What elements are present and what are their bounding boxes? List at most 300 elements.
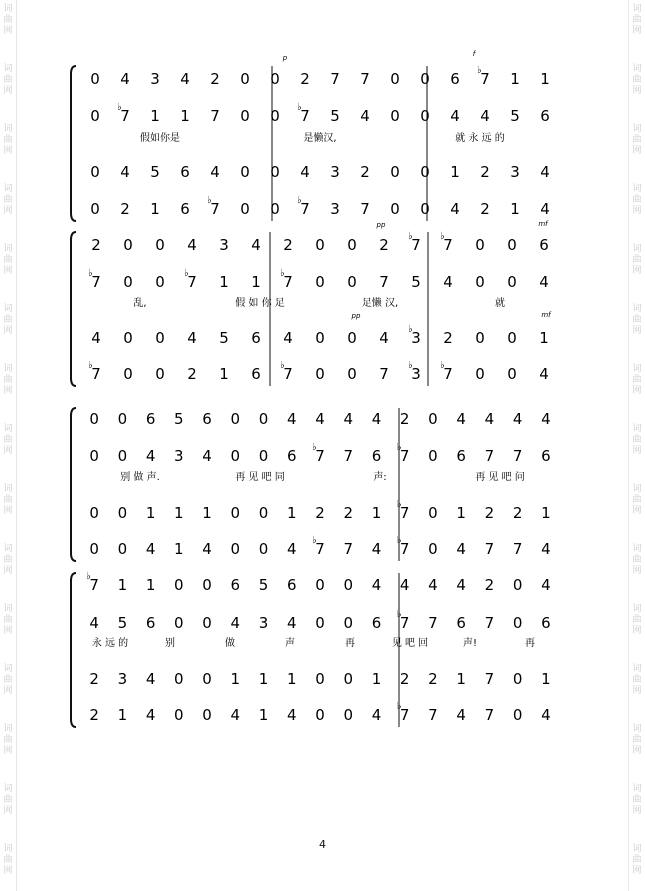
note-digit: 0 [240, 70, 250, 88]
note-digit: 0 [390, 107, 400, 125]
note-digit: 0 [258, 540, 269, 558]
watermark-text: 词 曲 网 [3, 4, 13, 36]
note-digit: 0 [123, 236, 133, 254]
note-digit: 4 [145, 447, 156, 465]
note-digit: 7 [512, 447, 523, 465]
note-digit: 4 [371, 410, 382, 428]
note-digit: 3 [411, 365, 421, 383]
note-digit: 0 [155, 273, 165, 291]
note-digit: 0 [315, 236, 325, 254]
note-digit: 6 [371, 614, 382, 632]
note-digit: 0 [315, 365, 325, 383]
note-digit: 0 [155, 236, 165, 254]
note-digit: 3 [174, 447, 184, 465]
note-digit: 0 [428, 410, 438, 428]
note-digit: 2 [343, 504, 354, 522]
note-digit: 7 [343, 447, 354, 465]
note-digit: 1 [456, 504, 466, 522]
note-digit: 0 [258, 447, 269, 465]
note-digit: 0 [117, 410, 128, 428]
note-digit: 4 [456, 410, 466, 428]
note-digit: 7 [187, 273, 197, 291]
lyric-text: 乱, [133, 298, 147, 309]
flat-sign: ♭ [297, 195, 302, 206]
note-digit: 0 [89, 447, 99, 465]
note-digit: 3 [330, 200, 340, 218]
note-digit: 7 [428, 706, 438, 724]
note-digit: 7 [91, 365, 101, 383]
note-digit: 0 [428, 540, 438, 558]
note-digit: 0 [507, 236, 517, 254]
note-digit: 4 [251, 236, 261, 254]
watermark-text: 词 曲 网 [632, 364, 642, 396]
note-digit: 7 [120, 107, 130, 125]
note-digit: 4 [540, 200, 550, 218]
note-digit: 6 [145, 614, 156, 632]
note-digit: 1 [456, 670, 466, 688]
note-digit: 4 [286, 706, 297, 724]
note-digit: 7 [283, 273, 293, 291]
note-digit: 3 [258, 614, 269, 632]
dynamic-mark: mf [538, 220, 548, 228]
note-digit: 1 [230, 670, 241, 688]
note-digit: 1 [202, 504, 212, 522]
note-digit: 7 [360, 70, 370, 88]
flat-sign: ♭ [396, 442, 402, 453]
note-digit: 0 [202, 706, 212, 724]
note-digit: 4 [360, 107, 370, 125]
note-digit: 1 [219, 365, 229, 383]
note-digit: 5 [510, 107, 520, 125]
flat-sign: ♭ [440, 231, 445, 242]
note-digit: 0 [315, 614, 325, 632]
lyric-text: 足懒 汉, [361, 298, 399, 309]
note-digit: 5 [219, 329, 229, 347]
note-digit: 6 [371, 447, 382, 465]
watermark-text: 词 曲 网 [632, 664, 642, 696]
note-digit: 4 [315, 410, 325, 428]
note-digit: 3 [330, 163, 340, 181]
flat-sign: ♭ [396, 499, 402, 510]
note-digit: 4 [180, 70, 190, 88]
watermark-text: 词 曲 网 [632, 544, 642, 576]
note-digit: 0 [475, 329, 485, 347]
note-digit: 5 [411, 273, 421, 291]
watermark-text: 词 曲 网 [3, 544, 13, 576]
dynamic-mark: p [282, 54, 288, 62]
note-digit: 0 [315, 670, 325, 688]
lyric-text: 做 [225, 638, 235, 649]
note-digit: 7 [315, 540, 325, 558]
note-digit: 0 [270, 70, 280, 88]
note-digit: 2 [89, 670, 99, 688]
note-digit: 4 [283, 329, 293, 347]
lyric-text: 假 如 你 足 [235, 298, 285, 309]
flat-sign: ♭ [86, 571, 91, 582]
note-digit: 0 [230, 410, 241, 428]
system-bracket [71, 408, 76, 561]
note-digit: 2 [484, 576, 495, 594]
note-digit: 0 [315, 706, 325, 724]
note-digit: 0 [512, 614, 523, 632]
note-digit: 4 [210, 163, 220, 181]
watermark-text: 词 曲 网 [3, 244, 13, 276]
note-digit: 7 [89, 576, 99, 594]
note-digit: 1 [117, 706, 128, 724]
lyric-text: 别 做 声. [120, 472, 160, 483]
system-bracket [71, 66, 76, 221]
note-digit: 4 [443, 273, 453, 291]
note-digit: 1 [541, 504, 551, 522]
note-digit: 4 [286, 410, 297, 428]
note-digit: 7 [300, 200, 310, 218]
lyric-text: 永 远 的 [91, 638, 129, 649]
note-digit: 4 [145, 540, 156, 558]
lyric-text: 就 [495, 298, 505, 309]
note-digit: 0 [202, 670, 212, 688]
note-digit: 0 [258, 504, 269, 522]
note-digit: 0 [258, 410, 269, 428]
note-digit: 0 [343, 670, 354, 688]
dynamic-mark: pp [376, 221, 386, 229]
note-digit: 0 [390, 163, 400, 181]
note-digit: 0 [202, 576, 212, 594]
watermark-text: 词 曲 网 [632, 244, 642, 276]
note-digit: 2 [399, 670, 410, 688]
note-digit: 4 [89, 614, 99, 632]
note-digit: 0 [507, 329, 517, 347]
note-digit: 0 [230, 504, 241, 522]
note-digit: 1 [174, 504, 184, 522]
watermark-text: 词 曲 网 [632, 784, 642, 816]
note-digit: 6 [539, 236, 549, 254]
note-digit: 2 [443, 329, 453, 347]
watermark-text: 词 曲 网 [3, 724, 13, 756]
note-digit: 0 [89, 540, 99, 558]
note-digit: 0 [90, 70, 100, 88]
note-digit: 0 [90, 200, 100, 218]
watermark-text: 词 曲 网 [632, 64, 642, 96]
flat-sign: ♭ [396, 609, 402, 620]
note-digit: 0 [315, 273, 325, 291]
note-digit: 7 [210, 107, 220, 125]
note-digit: 4 [343, 410, 354, 428]
note-digit: 4 [456, 706, 466, 724]
note-digit: 0 [174, 614, 184, 632]
note-digit: 0 [174, 670, 184, 688]
note-digit: 0 [347, 329, 357, 347]
note-digit: 4 [539, 273, 549, 291]
note-digit: 0 [343, 576, 354, 594]
note-digit: 6 [456, 447, 466, 465]
dynamic-mark: pp [351, 312, 361, 320]
note-digit: 0 [89, 504, 99, 522]
note-digit: 6 [180, 200, 190, 218]
note-digit: 1 [180, 107, 190, 125]
note-digit: 0 [90, 107, 100, 125]
note-digit: 6 [541, 614, 551, 632]
note-digit: 4 [540, 163, 550, 181]
note-digit: 3 [117, 670, 128, 688]
note-digit: 0 [240, 107, 250, 125]
flat-sign: ♭ [312, 442, 317, 453]
note-digit: 0 [202, 614, 212, 632]
note-digit: 4 [541, 540, 551, 558]
note-digit: 0 [390, 70, 400, 88]
watermark-text: 词 曲 网 [3, 784, 13, 816]
note-digit: 4 [230, 614, 241, 632]
note-digit: 7 [360, 200, 370, 218]
note-digit: 7 [484, 540, 495, 558]
lyric-text: 声 [285, 638, 295, 649]
note-digit: 0 [230, 540, 241, 558]
watermark-text: 词 曲 网 [632, 4, 642, 36]
note-digit: 7 [443, 365, 453, 383]
note-digit: 7 [484, 447, 495, 465]
note-digit: 0 [343, 706, 354, 724]
note-digit: 0 [123, 329, 133, 347]
note-digit: 6 [286, 576, 297, 594]
note-digit: 0 [123, 273, 133, 291]
note-digit: 0 [507, 365, 517, 383]
note-digit: 4 [480, 107, 490, 125]
note-digit: 4 [484, 410, 495, 428]
note-digit: 2 [91, 236, 101, 254]
note-digit: 0 [475, 273, 485, 291]
note-digit: 7 [315, 447, 325, 465]
note-digit: 5 [174, 410, 184, 428]
note-digit: 2 [480, 163, 490, 181]
note-digit: 0 [347, 236, 357, 254]
note-digit: 0 [117, 504, 128, 522]
note-digit: 7 [399, 504, 410, 522]
flat-sign: ♭ [184, 268, 189, 279]
note-digit: 7 [210, 200, 220, 218]
note-digit: 0 [390, 200, 400, 218]
note-digit: 1 [150, 107, 160, 125]
note-digit: 1 [450, 163, 460, 181]
flat-sign: ♭ [280, 268, 285, 279]
note-digit: 1 [145, 504, 156, 522]
watermark-text: 词 曲 网 [3, 604, 13, 636]
note-digit: 2 [512, 504, 523, 522]
watermark-text: 词 曲 网 [632, 424, 642, 456]
note-digit: 0 [347, 273, 357, 291]
note-digit: 6 [202, 410, 212, 428]
flat-sign: ♭ [396, 701, 402, 712]
note-digit: 3 [150, 70, 160, 88]
note-digit: 0 [155, 365, 165, 383]
note-digit: 4 [456, 540, 466, 558]
watermark-text: 词 曲 网 [3, 304, 13, 336]
note-digit: 7 [484, 670, 495, 688]
note-digit: 4 [541, 576, 551, 594]
note-digit: 7 [484, 706, 495, 724]
note-digit: 0 [240, 200, 250, 218]
note-digit: 2 [283, 236, 293, 254]
note-digit: 0 [428, 447, 438, 465]
note-digit: 2 [428, 670, 438, 688]
note-digit: 6 [251, 329, 261, 347]
note-digit: 5 [258, 576, 269, 594]
flat-sign: ♭ [408, 324, 413, 335]
watermark-text: 词 曲 网 [632, 304, 642, 336]
lyric-text: 再 见 吧 同 [235, 472, 285, 483]
note-digit: 2 [187, 365, 197, 383]
note-digit: 2 [300, 70, 310, 88]
note-digit: 7 [512, 540, 523, 558]
note-digit: 7 [428, 614, 438, 632]
note-digit: 2 [210, 70, 220, 88]
note-digit: 7 [443, 236, 453, 254]
note-digit: 3 [411, 329, 421, 347]
note-digit: 1 [258, 706, 269, 724]
note-digit: 0 [270, 200, 280, 218]
note-digit: 4 [428, 576, 438, 594]
lyric-text: 假如你是 [140, 133, 180, 144]
watermark-text: 词 曲 网 [3, 64, 13, 96]
watermark-text: 词 曲 网 [632, 124, 642, 156]
note-digit: 0 [420, 107, 430, 125]
note-digit: 4 [456, 576, 466, 594]
watermark-text: 词 曲 网 [3, 184, 13, 216]
note-digit: 4 [286, 540, 297, 558]
note-digit: 2 [399, 410, 410, 428]
note-digit: 6 [180, 163, 190, 181]
dynamic-mark: mf [541, 311, 551, 319]
note-digit: 7 [484, 614, 495, 632]
flat-sign: ♭ [117, 102, 122, 113]
note-digit: 4 [450, 200, 460, 218]
note-digit: 0 [230, 447, 241, 465]
note-digit: 5 [117, 614, 128, 632]
note-digit: 4 [399, 576, 410, 594]
lyric-text: 是懒汉, [303, 133, 337, 144]
note-digit: 2 [379, 236, 389, 254]
note-digit: 1 [541, 670, 551, 688]
note-digit: 0 [507, 273, 517, 291]
note-digit: 0 [420, 200, 430, 218]
note-digit: 4 [120, 70, 130, 88]
note-digit: 1 [539, 329, 549, 347]
note-digit: 0 [117, 540, 128, 558]
note-digit: 7 [399, 614, 410, 632]
note-digit: 4 [120, 163, 130, 181]
lyric-text: 就 永 远 的 [455, 133, 505, 144]
flat-sign: ♭ [88, 360, 93, 371]
note-digit: 1 [510, 70, 520, 88]
note-digit: 3 [510, 163, 520, 181]
note-digit: 6 [540, 107, 550, 125]
note-digit: 4 [371, 706, 382, 724]
lyric-text: 再 见 吧 问 [475, 472, 525, 483]
note-digit: 2 [360, 163, 370, 181]
watermark-text: 词 曲 网 [632, 724, 642, 756]
note-digit: 7 [343, 540, 354, 558]
flat-sign: ♭ [477, 65, 482, 76]
note-digit: 4 [539, 365, 549, 383]
watermark-text: 词 曲 网 [3, 124, 13, 156]
note-digit: 5 [150, 163, 160, 181]
note-digit: 0 [512, 706, 523, 724]
watermark-text: 词 曲 网 [3, 844, 13, 876]
note-digit: 4 [541, 706, 551, 724]
note-digit: 4 [371, 576, 382, 594]
lyric-text: 再 [345, 638, 355, 649]
lyric-text: 再 [525, 638, 535, 649]
note-digit: 4 [286, 614, 297, 632]
note-digit: 1 [251, 273, 261, 291]
note-digit: 0 [174, 576, 184, 594]
note-digit: 7 [399, 706, 410, 724]
note-digit: 0 [512, 576, 523, 594]
note-digit: 0 [174, 706, 184, 724]
note-digit: 0 [155, 329, 165, 347]
watermark-text: 词 曲 网 [632, 844, 642, 876]
flat-sign: ♭ [408, 231, 413, 242]
lyric-text: 声! [462, 638, 478, 649]
flat-sign: ♭ [88, 268, 93, 279]
note-digit: 1 [510, 200, 520, 218]
note-digit: 1 [540, 70, 550, 88]
note-digit: 6 [456, 614, 466, 632]
note-digit: 0 [315, 329, 325, 347]
note-digit: 0 [420, 163, 430, 181]
note-digit: 7 [379, 365, 389, 383]
lyric-text: 别 [165, 638, 175, 649]
note-digit: 4 [187, 329, 197, 347]
note-digit: 1 [371, 504, 382, 522]
note-digit: 7 [283, 365, 293, 383]
note-digit: 0 [343, 614, 354, 632]
lyric-text: 声: [373, 472, 387, 483]
note-digit: 4 [300, 163, 310, 181]
page-number: 4 [319, 838, 326, 851]
note-digit: 1 [286, 670, 297, 688]
note-digit: 7 [379, 273, 389, 291]
note-digit: 4 [91, 329, 101, 347]
note-digit: 1 [258, 670, 269, 688]
watermark-text: 词 曲 网 [3, 424, 13, 456]
note-digit: 7 [91, 273, 101, 291]
note-digit: 6 [145, 410, 156, 428]
note-digit: 6 [230, 576, 241, 594]
note-digit: 0 [475, 236, 485, 254]
note-digit: 6 [541, 447, 551, 465]
lyric-text: 见 吧 回 [391, 638, 429, 649]
note-digit: 4 [187, 236, 197, 254]
note-digit: 4 [512, 410, 523, 428]
watermark-text: 词 曲 网 [632, 184, 642, 216]
note-digit: 0 [270, 163, 280, 181]
watermark-text: 词 曲 网 [3, 484, 13, 516]
note-digit: 7 [399, 447, 410, 465]
note-digit: 1 [371, 670, 382, 688]
note-digit: 0 [117, 447, 128, 465]
flat-sign: ♭ [280, 360, 285, 371]
note-digit: 0 [347, 365, 357, 383]
note-digit: 4 [450, 107, 460, 125]
note-digit: 4 [230, 706, 241, 724]
watermark-text: 词 曲 网 [632, 484, 642, 516]
flat-sign: ♭ [396, 535, 402, 546]
system-bracket [71, 573, 76, 727]
watermark-text: 词 曲 网 [632, 604, 642, 636]
note-digit: 0 [475, 365, 485, 383]
watermark-text: 词 曲 网 [3, 364, 13, 396]
flat-sign: ♭ [408, 360, 413, 371]
note-digit: 0 [512, 670, 523, 688]
